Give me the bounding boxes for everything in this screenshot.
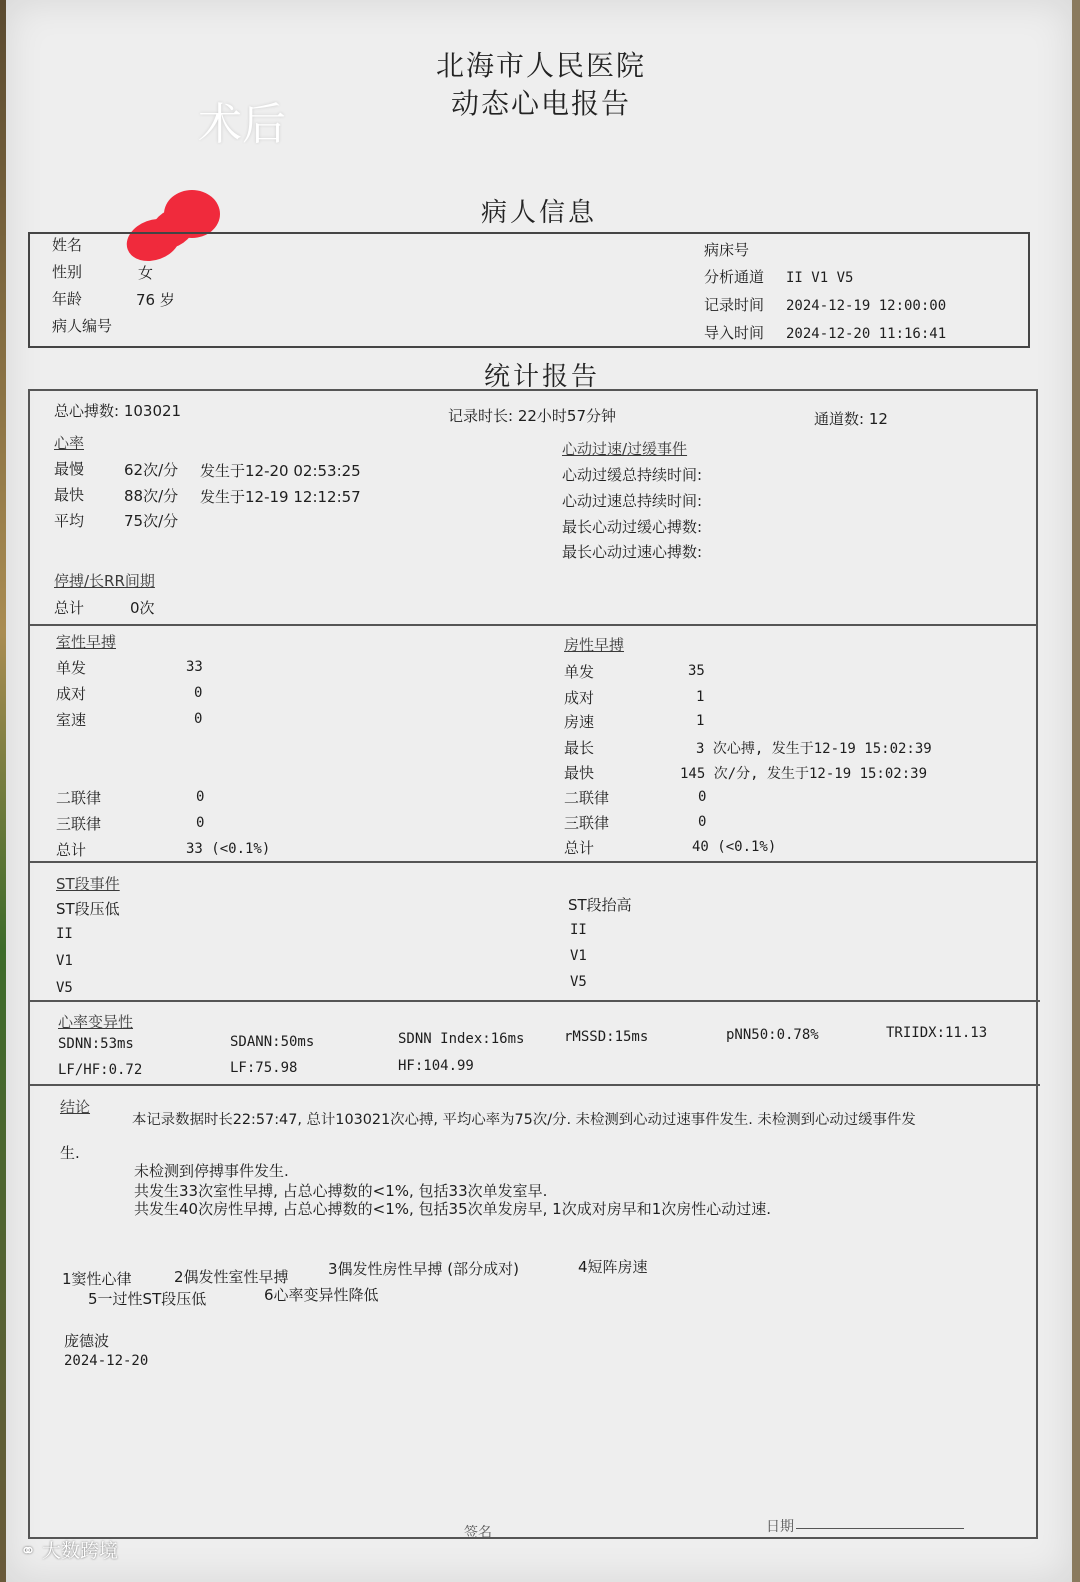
longest-brady-label: 最长心动过缓心搏数: bbox=[562, 518, 703, 536]
watermark-icon: ⚭ bbox=[20, 1540, 36, 1562]
st-depress-lead-v1: V1 bbox=[56, 953, 73, 969]
diagnosis-5: 5一过性ST段压低 bbox=[88, 1290, 207, 1308]
hr-avg-value: 75次/分 bbox=[124, 512, 179, 530]
channel-label: 分析通道 bbox=[704, 268, 765, 286]
date-line bbox=[796, 1528, 964, 1529]
conclusion-line-1-wrap: 生. bbox=[60, 1144, 80, 1162]
v-total-value: 33 (<0.1%) bbox=[186, 841, 271, 857]
age-value: 76 岁 bbox=[136, 291, 175, 309]
report-page bbox=[6, 0, 1072, 1582]
v-vt-label: 室速 bbox=[56, 711, 87, 729]
record-time-value: 2024-12-19 12:00:00 bbox=[786, 298, 947, 314]
diagnosis-2: 2偶发性室性早搏 bbox=[174, 1268, 289, 1286]
hr-min-value: 62次/分 bbox=[124, 461, 179, 479]
st-depress-title: ST段压低 bbox=[56, 900, 120, 918]
report-title: 动态心电报告 bbox=[451, 87, 632, 120]
watermark bbox=[20, 1536, 118, 1563]
pause-total-label: 总计 bbox=[54, 599, 85, 617]
diagnosis-6: 6心率变异性降低 bbox=[264, 1286, 379, 1304]
hrv-sdnn-index: SDNN Index:16ms bbox=[398, 1031, 525, 1047]
divider bbox=[30, 1084, 1040, 1086]
hrv-sdann: SDANN:50ms bbox=[230, 1034, 315, 1050]
brady-tachy-title: 心动过速/过缓事件 bbox=[562, 440, 688, 458]
a-at-value: 1 bbox=[696, 713, 705, 729]
v-pair-value: 0 bbox=[194, 685, 203, 701]
patient-section-title: 病人信息 bbox=[481, 198, 598, 228]
a-single-value: 35 bbox=[688, 663, 705, 679]
atrial-title: 房性早搏 bbox=[564, 636, 625, 654]
stats-section-title: 统计报告 bbox=[484, 362, 601, 392]
hr-avg-label: 平均 bbox=[54, 512, 85, 530]
hr-max-value: 88次/分 bbox=[124, 487, 179, 505]
diagnosis-4: 4短阵房速 bbox=[578, 1258, 648, 1276]
divider bbox=[30, 861, 1038, 863]
st-depress-lead-ii: II bbox=[56, 926, 73, 942]
footer-sign-label: 签名 bbox=[464, 1525, 492, 1541]
longest-tachy-label: 最长心动过速心搏数: bbox=[562, 543, 703, 561]
footer-date-label: 日期 bbox=[766, 1519, 794, 1535]
a-pair-value: 1 bbox=[696, 689, 705, 705]
tachy-duration-label: 心动过速总持续时间: bbox=[562, 492, 703, 510]
v-trigeminy-value: 0 bbox=[196, 815, 205, 831]
signature-date: 2024-12-20 bbox=[64, 1353, 149, 1369]
doctor-name: 庞德波 bbox=[64, 1332, 110, 1350]
age-label: 年龄 bbox=[52, 290, 83, 308]
pause-title: 停搏/长RR间期 bbox=[54, 572, 155, 590]
st-elevate-lead-v1: V1 bbox=[570, 948, 587, 964]
bed-label: 病床号 bbox=[704, 241, 750, 259]
heart-rate-title: 心率 bbox=[54, 434, 85, 452]
a-longest-value: 3 次心搏, 发生于12-19 15:02:39 bbox=[696, 741, 932, 757]
a-longest-label: 最长 bbox=[564, 739, 595, 757]
conclusion-title: 结论 bbox=[60, 1098, 91, 1116]
a-trigeminy-value: 0 bbox=[698, 814, 707, 830]
channel-count: 通道数: 12 bbox=[814, 410, 888, 428]
divider bbox=[30, 624, 1036, 626]
v-trigeminy-label: 三联律 bbox=[56, 815, 102, 833]
total-beats: 总心搏数: 103021 bbox=[54, 402, 182, 420]
conclusion-line-2: 未检测到停搏事件发生. bbox=[134, 1162, 289, 1180]
brady-duration-label: 心动过缓总持续时间: bbox=[562, 466, 703, 484]
hr-max-time: 发生于12-19 12:12:57 bbox=[200, 488, 361, 506]
a-at-label: 房速 bbox=[564, 713, 595, 731]
v-single-label: 单发 bbox=[56, 659, 87, 677]
record-time-label: 记录时间 bbox=[704, 296, 765, 314]
a-pair-label: 成对 bbox=[564, 689, 595, 707]
hr-min-time: 发生于12-20 02:53:25 bbox=[200, 462, 361, 480]
a-fastest-value: 145 次/分, 发生于12-19 15:02:39 bbox=[680, 766, 928, 782]
st-elevate-lead-ii: II bbox=[570, 922, 587, 938]
a-total-label: 总计 bbox=[564, 839, 595, 857]
diagnosis-1: 1窦性心律 bbox=[62, 1270, 132, 1288]
v-pair-label: 成对 bbox=[56, 685, 87, 703]
pause-total-value: 0次 bbox=[130, 599, 155, 617]
conclusion-line-3: 共发生33次室性早搏, 占总心搏数的<1%, 包括33次单发室早. bbox=[134, 1182, 548, 1200]
sign-line bbox=[496, 1538, 666, 1539]
record-duration: 记录时长: 22小时57分钟 bbox=[448, 407, 616, 425]
st-depress-lead-v5: V5 bbox=[56, 980, 73, 996]
import-time-label: 导入时间 bbox=[704, 324, 765, 342]
hrv-triidx: TRIIDX:11.13 bbox=[886, 1025, 988, 1041]
diagnosis-3: 3偶发性房性早搏 (部分成对) bbox=[328, 1260, 520, 1278]
hr-min-label: 最慢 bbox=[54, 460, 85, 478]
patient-id-label: 病人编号 bbox=[52, 317, 113, 335]
conclusion-line-4: 共发生40次房性早搏, 占总心搏数的<1%, 包括35次单发房早, 1次成对房早和1次房性心动过速. bbox=[134, 1200, 772, 1218]
hr-max-label: 最快 bbox=[54, 486, 85, 504]
conclusion-line-1: 本记录数据时长22:57:47, 总计103021次心搏, 平均心率为75次/分. 未检测到心动过速事件发生. 未检测到心动过缓事件发 bbox=[132, 1112, 916, 1128]
hrv-lfhf: LF/HF:0.72 bbox=[58, 1062, 143, 1078]
a-trigeminy-label: 三联律 bbox=[564, 814, 610, 832]
a-bigeminy-value: 0 bbox=[698, 789, 707, 805]
watermark-text: 大数跨境 bbox=[41, 1540, 118, 1562]
import-time-value: 2024-12-20 11:16:41 bbox=[786, 326, 947, 342]
handwritten-note: 术后 bbox=[198, 99, 286, 150]
v-vt-value: 0 bbox=[194, 711, 203, 727]
stats-box bbox=[28, 389, 1038, 1539]
v-single-value: 33 bbox=[186, 659, 203, 675]
hrv-rmssd: rMSSD:15ms bbox=[564, 1029, 649, 1045]
hrv-pnn50: pNN50:0.78% bbox=[726, 1027, 819, 1043]
st-elevate-title: ST段抬高 bbox=[568, 896, 632, 914]
ventricular-title: 室性早搏 bbox=[56, 633, 117, 651]
v-bigeminy-value: 0 bbox=[196, 789, 205, 805]
v-bigeminy-label: 二联律 bbox=[56, 789, 102, 807]
hrv-title: 心率变异性 bbox=[58, 1013, 134, 1031]
hrv-sdnn: SDNN:53ms bbox=[58, 1036, 134, 1052]
sex-label: 性别 bbox=[52, 263, 83, 281]
a-single-label: 单发 bbox=[564, 663, 595, 681]
name-label: 姓名 bbox=[52, 236, 83, 254]
channel-value: II V1 V5 bbox=[786, 270, 854, 286]
a-bigeminy-label: 二联律 bbox=[564, 789, 610, 807]
hospital-name: 北海市人民医院 bbox=[436, 49, 647, 82]
a-total-value: 40 (<0.1%) bbox=[692, 839, 777, 855]
hrv-hf: HF:104.99 bbox=[398, 1058, 474, 1074]
st-title: ST段事件 bbox=[56, 875, 120, 893]
divider bbox=[30, 1000, 1040, 1002]
a-fastest-label: 最快 bbox=[564, 764, 595, 782]
sex-value: 女 bbox=[138, 264, 154, 282]
st-elevate-lead-v5: V5 bbox=[570, 974, 587, 990]
hrv-lf: LF:75.98 bbox=[230, 1060, 298, 1076]
v-total-label: 总计 bbox=[56, 841, 87, 859]
